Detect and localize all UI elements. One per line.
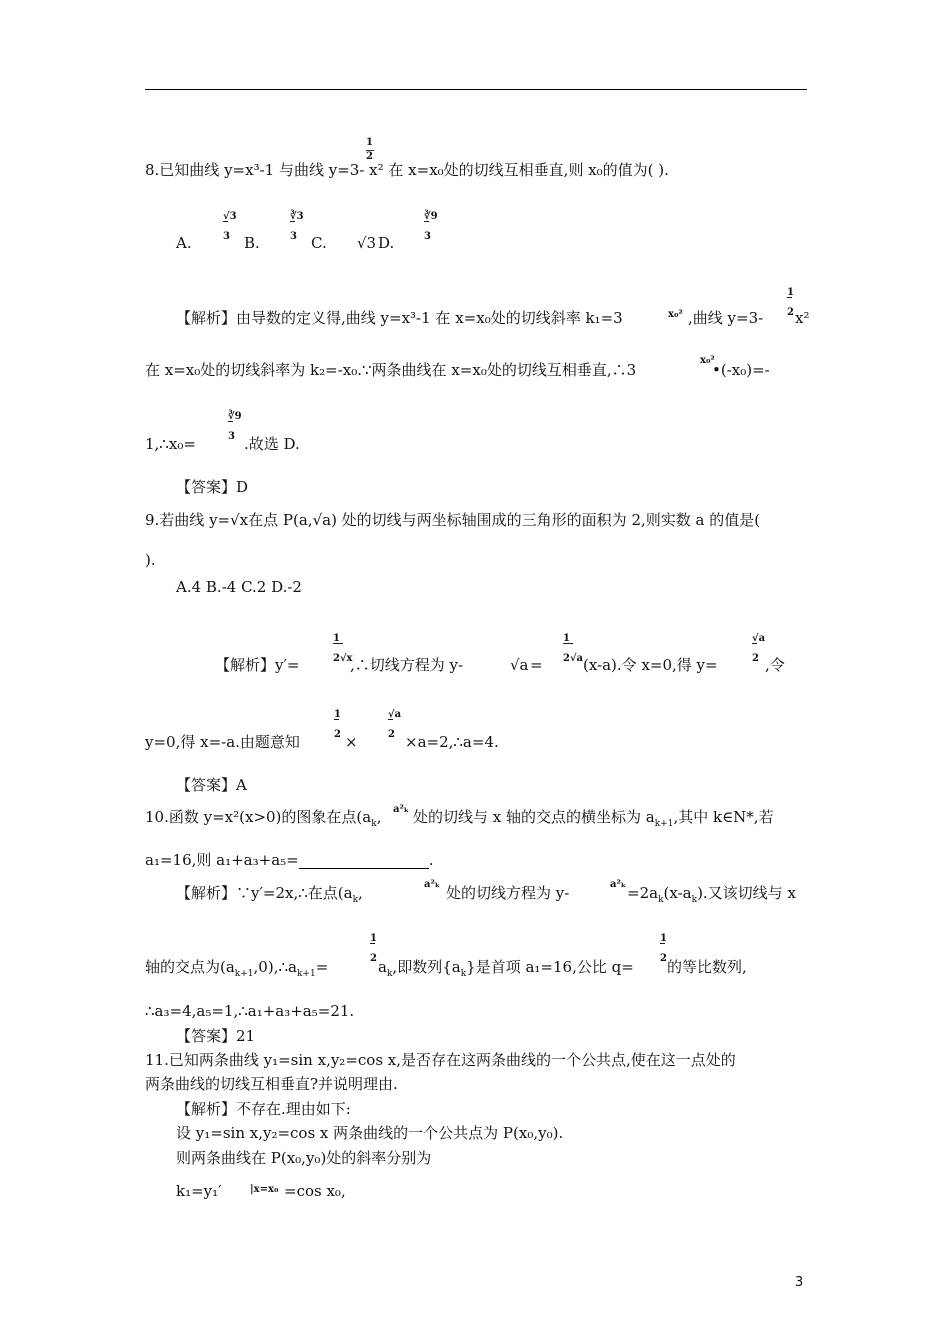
q8-analysis-1: 【解析】由导数的定义得,曲线 y=x³-1 在 x=x₀处的切线斜率 k₁=3 bbox=[176, 309, 623, 327]
q8-stem: 8.已知曲线 y=x³-1 与曲线 y=3- x² 在 x=x₀处的切线互相垂直,则 x₀的值为( ). bbox=[145, 161, 669, 179]
q8-half-num: 1 bbox=[366, 137, 373, 148]
q8-analysis-1c: x² bbox=[795, 309, 810, 327]
q9-analysis-2c: ×a=2,∴a=4. bbox=[405, 733, 499, 751]
q10-analysis-2a: 轴的交点为$(a_{k+1},0),\therefore a_{k+1}=$ bbox=[145, 958, 329, 979]
q10-analysis-1a-text: 【解析】∵y′=2x,∴在点(a bbox=[176, 884, 353, 902]
q8-analysis-3b: .故选 D. bbox=[244, 435, 300, 453]
q10-analysis-3: ∴a₃=4,a₅=1,∴a₁+a₃+a₅=21. bbox=[145, 1002, 355, 1020]
q8-opt-c-val: √3 bbox=[357, 234, 377, 252]
q9-answer: 【答案】A bbox=[176, 776, 247, 794]
q10-analysis-1b: 处的切线方程为 y- bbox=[446, 884, 570, 902]
q10-analysis-1c: $=2a_k(x-a_k)$.又该切线与 x bbox=[627, 884, 796, 905]
q9-stem-1: 9.若曲线 y=√x在点 P(a,√a) 处的切线与两坐标轴围成的三角形的面积为 2,则实数 a 的值是( bbox=[145, 511, 761, 529]
q10-analysis-2d-text: a bbox=[378, 958, 387, 976]
q10-ak-sq-2: a²ₖ bbox=[424, 879, 441, 890]
q11-analysis-3: 则两条曲线在 P(x₀,y₀)处的斜率分别为 bbox=[176, 1149, 432, 1167]
q10-analysis-2b-text: ,0),∴a bbox=[253, 958, 297, 976]
q11-analysis-4c: =cos x₀, bbox=[284, 1182, 346, 1200]
q10-answer: 【答案】21 bbox=[176, 1027, 256, 1045]
q10-analysis-1c-text: =2a bbox=[627, 884, 659, 902]
q9-options: A.4 B.-4 C.2 D.-2 bbox=[176, 578, 302, 596]
q10-analysis-1a: 【解析】∵y′=2x,∴在点($a_k$, bbox=[176, 884, 363, 905]
q10-analysis-2e-text: ,即数列{a bbox=[392, 958, 461, 976]
q10-analysis-1d-text: (x-a bbox=[663, 884, 692, 902]
q9-sqrta-half: √a ‾ 2 bbox=[388, 709, 402, 740]
q11-analysis-1: 【解析】不存在.理由如下: bbox=[176, 1100, 351, 1118]
q11-analysis-2: 设 y₁=sin x,y₂=cos x 两条曲线的一个公共点为 P(x₀,y₀). bbox=[176, 1124, 564, 1142]
q8-analysis-2: 在 x=x₀处的切线斜率为 k₂=-x₀.∵两条曲线在 x=x₀处的切线互相垂直,∴3 bbox=[145, 361, 637, 379]
q10-analysis-2a-text: 轴的交点为(a bbox=[145, 958, 235, 976]
q9-frac-2: 1 ‾‾ 2√a bbox=[563, 633, 584, 664]
q8-opt-b-val: ∛3 ‾ 3 bbox=[290, 211, 304, 242]
q9-analysis-2b: × bbox=[345, 733, 358, 751]
q9-analysis-1a: 【解析】y′= bbox=[215, 656, 300, 674]
q8-opt-d-val: ∛9 ‾ 3 bbox=[424, 211, 438, 242]
q10-stem-1a-text: 10.函数 y=x²(x>0)的图象在点(a bbox=[145, 808, 372, 826]
q9-analysis-2a: y=0,得 x=-a.由题意知 bbox=[145, 733, 300, 751]
q8-x0sq-2: x₀² bbox=[700, 355, 715, 366]
q11-stem-1: 11.已知两条曲线 y₁=sin x,y₂=cos x,是否存在这两条曲线的一个公共点,使在这一点处的 bbox=[145, 1051, 736, 1069]
q10-stem-1b-text: 处的切线与 x 轴的交点的横坐标为 a bbox=[413, 808, 655, 826]
q10-analysis-2c-text: = bbox=[315, 958, 329, 976]
q9-half: 1 ‾ 2 bbox=[334, 709, 341, 740]
q8-opt-a-val: √3 ‾ 3 bbox=[223, 211, 237, 242]
q10-answer-blank[interactable] bbox=[299, 854, 429, 869]
q10-analysis-2g: 的等比数列, bbox=[667, 958, 747, 976]
q8-analysis-1b: ,曲线 y=3- bbox=[688, 309, 764, 327]
q8-answer: 【答案】D bbox=[176, 478, 249, 496]
q10-stem-1c-text: ,其中 k∈N*,若 bbox=[673, 808, 774, 826]
q9-frac-3: √a ‾ 2 bbox=[752, 633, 766, 664]
q10-analysis-2f-text: }是首项 a₁=16,公比 q= bbox=[466, 958, 634, 976]
q10-ak-sq-3: a²ₖ bbox=[610, 879, 627, 890]
q9-analysis-1d: (x-a).令 x=0,得 y= bbox=[583, 656, 718, 674]
q9-sqrt-a: √a bbox=[510, 656, 529, 674]
q9-analysis-1c: = bbox=[530, 656, 543, 674]
q8-option-b: B. bbox=[244, 234, 260, 252]
q8-option-d: D. bbox=[378, 234, 395, 252]
q8-half2: 1 ‾ 2 bbox=[787, 287, 794, 318]
q10-stem-2 bbox=[145, 851, 434, 869]
q9-frac-1: 1 ‾‾ 2√x bbox=[333, 633, 353, 664]
q8-option-a: A. bbox=[176, 234, 192, 252]
q9-analysis-1e: ,令 bbox=[765, 656, 785, 674]
q10-stem-2-text: a₁=16,则 a₁+a₃+a₅= bbox=[145, 851, 299, 869]
q10-half-1: 1 ‾ 2 bbox=[370, 933, 377, 964]
page-number: 3 bbox=[795, 1275, 804, 1290]
q11-analysis-4a: k₁=y₁′ bbox=[176, 1182, 222, 1200]
header-rule bbox=[145, 89, 807, 90]
q8-x0-val: ∛9 ‾ 3 bbox=[228, 411, 242, 442]
q10-stem-2b-text: . bbox=[428, 851, 434, 869]
q8-half-den: 2 bbox=[366, 151, 373, 162]
q9-analysis-1b: ,∴切线方程为 y- bbox=[350, 656, 464, 674]
q10-analysis-2d: $a_k$,即数列$\{a_k\}$是首项 a₁=16,公比 q= bbox=[378, 958, 634, 979]
q10-analysis-1e-text: ).又该切线与 x bbox=[697, 884, 796, 902]
q8-option-c: C. bbox=[311, 234, 327, 252]
q8-analysis-2b: •(-x₀)=- bbox=[712, 361, 770, 379]
q11-stem-2: 两条曲线的切线互相垂直?并说明理由. bbox=[145, 1075, 398, 1093]
q9-stem-2: ). bbox=[145, 551, 156, 569]
q10-ak-sq-1: a²ₖ bbox=[393, 804, 410, 815]
q10-half-2: 1 ‾ 2 bbox=[660, 933, 667, 964]
q8-x0sq-1: x₀² bbox=[668, 309, 683, 320]
q8-analysis-3a: 1,∴x₀= bbox=[145, 435, 196, 453]
q11-eval-bar: |x=x₀ bbox=[250, 1184, 279, 1195]
q10-stem-1a: 10.函数 y=x²(x>0)的图象在点($a_k$, bbox=[145, 808, 382, 829]
q10-stem-1b: 处的切线与 x 轴的交点的横坐标为 $a_{k+1}$,其中 k∈N*,若 bbox=[413, 808, 774, 829]
